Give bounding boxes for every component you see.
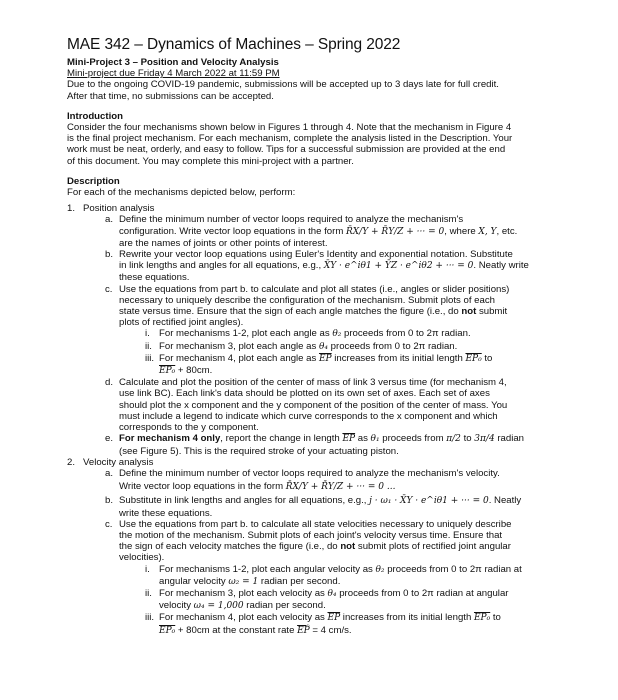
text-line: must include a legend to indicate which curve corresponds to the x component and which (119, 410, 498, 422)
text-line: should plot the x component and the y component of the position of the center of mass. You (119, 399, 508, 411)
intro-line: work must be neat, orderly, and easy to follow. Tips for a successful submission are provided at the end (67, 144, 506, 156)
equation: j · ω₁ · X̄Y · e^iθ1 + ··· = 0 (369, 496, 489, 507)
text-line: Rewrite your vector loop equations using Euler's Identity and exponential notation. Substitute (119, 249, 513, 261)
velocity-subitem: ii. For mechanism 3, plot each velocity as θ₄ proceeds from 0 to 2π radian at angular velocity ω₄ = 1,000 radian per second. (145, 587, 509, 612)
text-line: in link lengths and angles for all equations, e.g., X̄Y · e^iθ1 + ȲZ · e^iθ2 + ··· = 0. Neatly write (119, 260, 529, 272)
velocity-subitem: i. For mechanisms 1-2, plot each angular velocity as θ₂ proceeds from 0 to 2π radian at angular velocity ω₂ = 1 radian per second. (145, 563, 522, 587)
intro-line: is the final project mechanism. For each mechanism, complete the analysis listed in the Description. Your (67, 133, 513, 145)
position-item-a (67, 214, 574, 249)
text-line: Use the equations from part b. to calculate and plot all states (i.e., angles or slider positions) (119, 283, 510, 295)
text-line: are the names of joints or other points of interest. (119, 237, 328, 249)
introduction-heading: Introduction (67, 110, 123, 122)
position-subitem: iii. For mechanism 4, plot each angle as $\overline{EP}$ increases from its initial length EP₀ to EP₀ + 80cm. (145, 352, 493, 377)
list-letter: b. (105, 495, 114, 507)
text-line: For mechanism 4 only, report the change in length $\overline{EP}$ as θ₁ proceeds from π/2 to 3π/4 radian (119, 433, 525, 445)
late-policy-line: Due to the ongoing COVID-19 pandemic, submissions will be accepted up to 3 days late for full credit. (67, 79, 499, 91)
position-analysis-label: Position analysis (83, 203, 155, 215)
due-date: Mini-project due Friday 4 March 2022 at 11:59 PM (67, 68, 280, 80)
description-lead: For each of the mechanisms depicted below, perform: (67, 187, 296, 199)
velocity-item-b (67, 495, 574, 518)
list-letter: a. (105, 467, 114, 479)
text-line: velocities). (119, 552, 165, 564)
list-letter: c. (105, 518, 113, 530)
text-line: configuration. Write vector loop equations in the form R̄X/Y + R̄Y/Z + ··· = 0, where X, Y, etc. (119, 225, 518, 237)
equation: X, Y (478, 226, 497, 237)
text-line: the motion of the mechanism. Submit plots of each joint's velocity versus time. Ensure that (119, 529, 503, 541)
position-item-c (67, 284, 574, 329)
text-line: state versus time. Ensure that the sign of each angle matches the figure (i.e., do not submit (119, 306, 508, 318)
position-item-e (67, 433, 574, 456)
text-line: these equations. (119, 272, 190, 284)
list-letter: e. (105, 433, 114, 445)
list-letter: d. (105, 377, 114, 389)
text-line: Define the minimum number of vector loops required to analyze the mechanism's velocity. (119, 467, 500, 479)
position-subitem: ii. For mechanism 3, plot each angle as θ₄ proceeds from 0 to 2π radian. (145, 340, 458, 352)
text-line: Calculate and plot the position of the center of mass of link 3 versus time (for mechanism 4, (119, 377, 507, 389)
position-item-d (67, 377, 574, 433)
description-heading: Description (67, 175, 120, 187)
text-line: Write vector loop equations in the form R̄̇X/Y + R̄̇Y/Z + ··· = 0 ... (119, 481, 396, 493)
list-letter: a. (105, 214, 114, 226)
equation: R̄̇X/Y + R̄̇Y/Z + ··· = 0 ... (285, 482, 396, 493)
text-line: corresponds to the y component. (119, 422, 259, 434)
equation: X̄Y · e^iθ1 + ȲZ · e^iθ2 + ··· = 0 (323, 261, 474, 272)
text-line: the sign of each velocity matches the figure (i.e., do not submit plots of rectified joint angular (119, 541, 511, 553)
velocity-item-a (67, 468, 574, 493)
text-line: Substitute in link lengths and angles for all equations, e.g., j · ω₁ · X̄Y · e^iθ1 + ··· = 0. Neatly (119, 495, 522, 507)
intro-line: Consider the four mechanisms shown below in Figures 1 through 4. Note that the mechanism in Figure 4 (67, 122, 512, 134)
position-item-b (67, 249, 574, 284)
text-line: use link BC). Each link's data should be plotted on its own set of axes. Each set of axes (119, 388, 490, 400)
list-letter: c. (105, 283, 113, 295)
velocity-item-c (67, 519, 574, 564)
velocity-subitem: iii. For mechanism 4, plot each velocity as $\overline{EP}$ increases from its initial length EP₀ to EP₀ + 80cm at the constant rate $\overline{EṖ} = 4$ cm/s. (145, 612, 501, 636)
list-number: 1. (67, 203, 76, 215)
text-line: plots of rectified joint angles). (119, 317, 244, 329)
project-subtitle: Mini-Project 3 – Position and Velocity Analysis (67, 57, 279, 68)
late-policy-line: After that time, no submissions can be accepted. (67, 90, 274, 102)
text-line: necessary to uniquely describe the configuration of the mechanism. Submit plots of each (119, 294, 495, 306)
list-letter: b. (105, 249, 114, 261)
position-subitem: i. For mechanisms 1-2, plot each angle as θ₂ proceeds from 0 to 2π radian. (145, 328, 471, 340)
velocity-analysis-label: Velocity analysis (83, 456, 154, 468)
text-line: (see Figure 5). This is the required stroke of your actuating piston. (119, 445, 399, 457)
page-title: MAE 342 – Dynamics of Machines – Spring 2022 (67, 36, 401, 53)
text-line: Define the minimum number of vector loops required to analyze the mechanism's (119, 214, 464, 226)
list-number: 2. (67, 456, 76, 468)
velocity-analysis-item (67, 457, 574, 468)
equation: R̄X/Y + R̄Y/Z + ··· = 0 (346, 226, 445, 237)
position-analysis-item (67, 203, 574, 214)
intro-line: of this document. You may complete this mini-project with a partner. (67, 155, 354, 167)
text-line: write these equations. (119, 507, 213, 519)
text-line: Use the equations from part b. to calculate all state velocities necessary to uniquely describe (119, 518, 512, 530)
